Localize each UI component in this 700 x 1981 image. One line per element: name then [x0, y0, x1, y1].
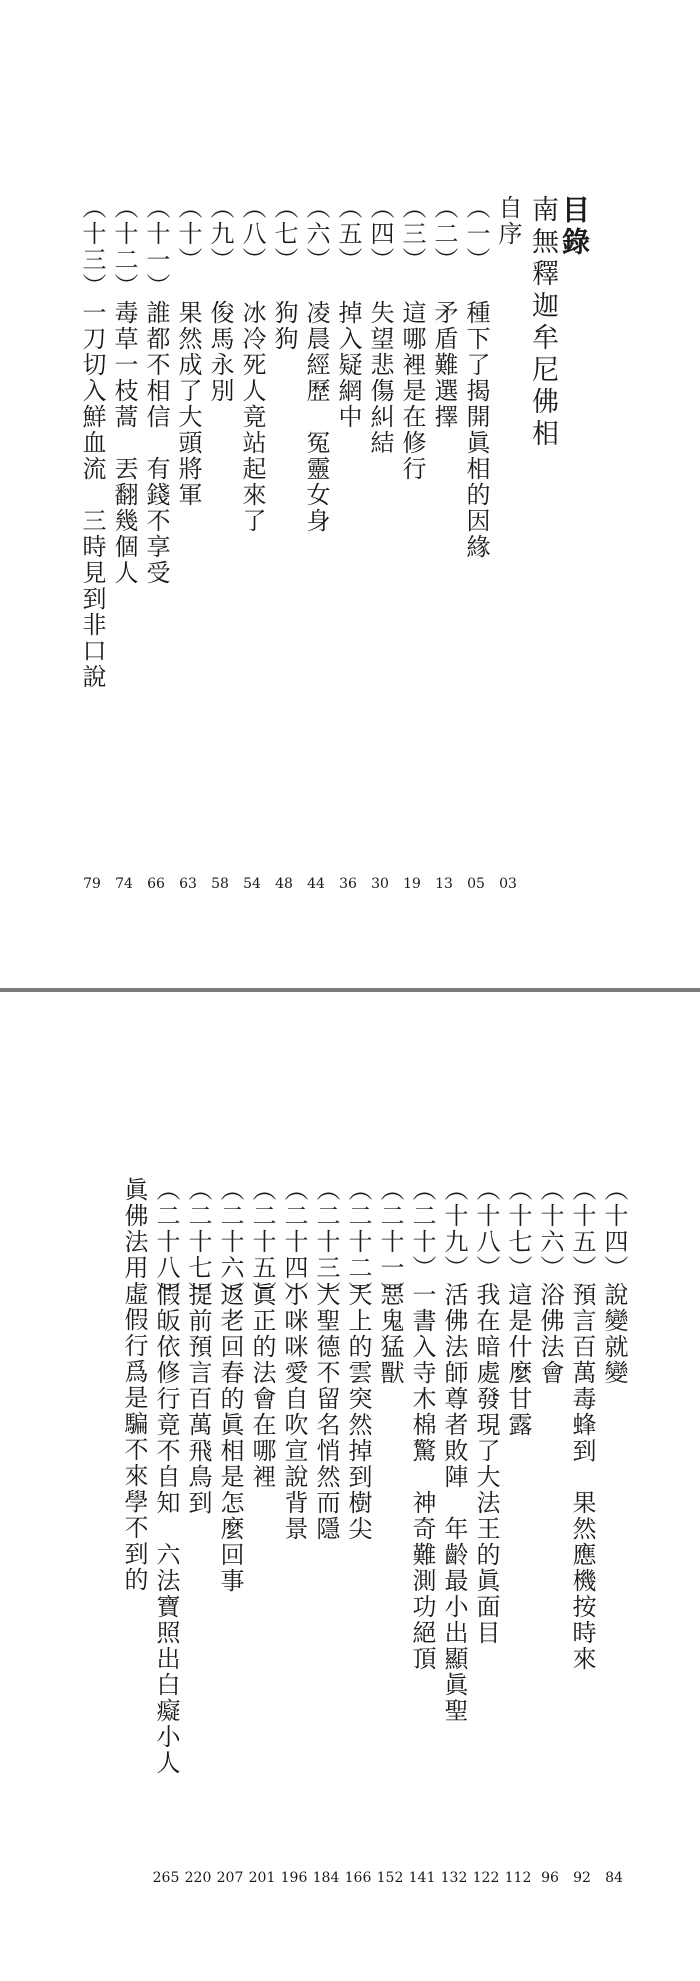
page-number: 166	[344, 1870, 372, 1886]
page-number: 201	[248, 1870, 276, 1886]
chapter-title[interactable]: 失望悲傷糾結	[366, 300, 394, 456]
page-number: 220	[184, 1870, 212, 1886]
chapter-number: （二十二）	[344, 1177, 372, 1307]
chapter-number: （十五）	[568, 1177, 596, 1281]
chapter-title[interactable]: 假皈依修行竟不自知 六法寶照出白癡小人	[152, 1282, 180, 1776]
chapter-number: （十一）	[142, 195, 170, 299]
page-number: 122	[472, 1870, 500, 1886]
chapter-title[interactable]: 天上的雲突然掉到樹尖	[344, 1282, 372, 1542]
chapter-title[interactable]: 果然成了大頭將軍	[174, 300, 202, 508]
chapter-title[interactable]: 說變就變	[600, 1282, 628, 1386]
chapter-number: （十八）	[472, 1177, 500, 1281]
chapter-number: （十）	[174, 195, 202, 273]
page-number: 141	[408, 1870, 436, 1886]
page-number: 152	[376, 1870, 404, 1886]
chapter-title[interactable]: 大聖德不留名悄然而隱	[312, 1282, 340, 1542]
chapter-number: （二十七）	[184, 1177, 212, 1307]
page-number: 196	[280, 1870, 308, 1886]
page-number: 184	[312, 1870, 340, 1886]
chapter-number: （十六）	[536, 1177, 564, 1281]
chapter-title[interactable]: 誰都不相信 有錢不享受	[142, 300, 170, 586]
chapter-title[interactable]: 眞正的法會在哪裡	[248, 1282, 276, 1490]
chapter-number: （十四）	[600, 1177, 628, 1281]
chapter-title[interactable]: 活佛法師尊者敗陣 年齡最小出顯眞聖	[440, 1282, 468, 1724]
chapter-number: （五）	[334, 195, 362, 273]
chapter-number: （三）	[398, 195, 426, 273]
chapter-number: （六）	[302, 195, 330, 273]
page-number: 207	[216, 1870, 244, 1886]
chapter-number: （七）	[270, 195, 298, 273]
chapter-number: （十三）	[78, 195, 106, 299]
chapter-number: （一）	[462, 195, 490, 273]
chapter-title[interactable]: 凌晨經歷 冤靈女身	[302, 300, 330, 534]
page-number: 36	[339, 876, 357, 892]
page-number: 96	[541, 1870, 559, 1886]
page-number: 58	[211, 876, 229, 892]
page-number: 66	[147, 876, 165, 892]
page-number: 13	[435, 876, 453, 892]
chapter-title[interactable]: 這哪裡是在修行	[398, 300, 426, 482]
chapter-number: （十二）	[110, 195, 138, 299]
chapter-number: （十九）	[440, 1177, 468, 1281]
chapter-number: （二十六）	[216, 1177, 244, 1307]
toc-page-2	[0, 992, 700, 1981]
chapter-title[interactable]: 小咪咪愛自吹宣說背景	[280, 1282, 308, 1542]
chapter-number: （二十三）	[312, 1177, 340, 1307]
page-number: 05	[467, 876, 485, 892]
chapter-number: （十七）	[504, 1177, 532, 1281]
page-number: 03	[499, 876, 517, 892]
chapter-title[interactable]: 提前預言百萬飛鳥到	[184, 1282, 212, 1516]
page-number: 30	[371, 876, 389, 892]
chapter-number: （二十四）	[280, 1177, 308, 1307]
toc-subtitle: 南無釋迦牟尼佛相	[527, 195, 558, 451]
page-number: 74	[115, 876, 133, 892]
page-number: 48	[275, 876, 293, 892]
page-number: 84	[605, 1870, 623, 1886]
page-number: 265	[152, 1870, 180, 1886]
chapter-number: （二十八）	[152, 1177, 180, 1307]
chapter-title[interactable]: 毒草一枝蒿 丟翻幾個人	[110, 300, 138, 586]
chapter-title[interactable]: 種下了揭開眞相的因緣	[462, 300, 490, 560]
page-number: 54	[243, 876, 261, 892]
chapter-title[interactable]: 預言百萬毒蜂到 果然應機按時來	[568, 1282, 596, 1672]
page-number: 112	[504, 1870, 532, 1886]
chapter-number: （四）	[366, 195, 394, 273]
chapter-title[interactable]: 狗狗	[270, 300, 298, 352]
chapter-title[interactable]: 眞佛法用虛假行爲是騙不來學不到的	[120, 1177, 148, 1593]
chapter-number: （二十）	[408, 1177, 436, 1281]
page-number: 132	[440, 1870, 468, 1886]
chapter-title[interactable]: 掉入疑網中	[334, 300, 362, 430]
chapter-number: （二十一）	[376, 1177, 404, 1307]
chapter-title[interactable]: 惡鬼猛獸	[376, 1282, 404, 1386]
chapter-title[interactable]: 俊馬永別	[206, 300, 234, 404]
chapter-title[interactable]: 一書入寺木棉驚 神奇難測功絕頂	[408, 1282, 436, 1672]
chapter-number: （二十五）	[248, 1177, 276, 1307]
chapter-title[interactable]: 我在暗處發現了大法王的眞面目	[472, 1282, 500, 1646]
toc-page-1	[0, 0, 700, 988]
chapter-number: （九）	[206, 195, 234, 273]
chapter-title[interactable]: 冰冷死人竟站起來了	[238, 300, 266, 534]
page-number: 79	[83, 876, 101, 892]
chapter-title[interactable]: 矛盾難選擇	[430, 300, 458, 430]
chapter-title[interactable]: 自序	[494, 195, 522, 247]
chapter-title[interactable]: 浴佛法會	[536, 1282, 564, 1386]
chapter-number: （八）	[238, 195, 266, 273]
chapter-number: （二）	[430, 195, 458, 273]
chapter-title[interactable]: 一刀切入鮮血流 三時見到非口說	[78, 300, 106, 690]
chapter-title[interactable]: 返老回春的眞相是怎麼回事	[216, 1282, 244, 1594]
toc-title: 目錄	[558, 195, 591, 259]
page-number: 44	[307, 876, 325, 892]
page-number: 92	[573, 1870, 591, 1886]
page-number: 63	[179, 876, 197, 892]
chapter-title[interactable]: 這是什麼甘露	[504, 1282, 532, 1438]
page-number: 19	[403, 876, 421, 892]
